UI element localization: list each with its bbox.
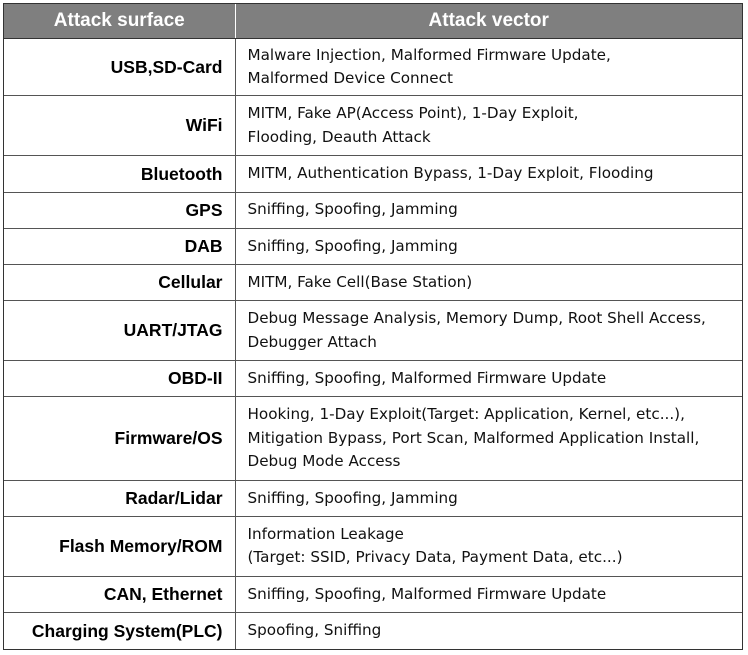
table-row xyxy=(4,228,742,264)
surface-cell: Radar/Lidar xyxy=(4,480,235,516)
table-row xyxy=(4,577,742,613)
surface-cell: GPS xyxy=(4,192,235,228)
table-header xyxy=(4,4,742,39)
vector-cell: MITM, Authentication Bypass, 1-Day Exploit, Flooding xyxy=(235,156,742,192)
surface-cell: Cellular xyxy=(4,264,235,300)
header-row xyxy=(4,4,742,39)
vector-cell: Information Leakage (Target: SSID, Privacy Data, Payment Data, etc...) xyxy=(235,516,742,576)
vector-cell: Debug Message Analysis, Memory Dump, Root Shell Access, Debugger Attach xyxy=(235,301,742,361)
table-row xyxy=(4,264,742,300)
vector-cell: MITM, Fake AP(Access Point), 1-Day Exploit, Flooding, Deauth Attack xyxy=(235,96,742,156)
vector-cell: Sniffing, Spoofing, Malformed Firmware Update xyxy=(235,577,742,613)
table-row xyxy=(4,156,742,192)
vector-cell: Malware Injection, Malformed Firmware Update, Malformed Device Connect xyxy=(235,39,742,96)
surface-cell: Bluetooth xyxy=(4,156,235,192)
surface-cell: Firmware/OS xyxy=(4,397,235,480)
surface-cell: WiFi xyxy=(4,96,235,156)
table-row xyxy=(4,516,742,576)
table-row xyxy=(4,480,742,516)
table-row xyxy=(4,361,742,397)
vector-cell: Sniffing, Spoofing, Malformed Firmware Update xyxy=(235,361,742,397)
surface-cell: Flash Memory/ROM xyxy=(4,516,235,576)
vector-cell: MITM, Fake Cell(Base Station) xyxy=(235,264,742,300)
header-attack-vector: Attack vector xyxy=(235,4,742,39)
table-row xyxy=(4,192,742,228)
vector-cell: Spoofing, Sniffing xyxy=(235,613,742,649)
table-body xyxy=(4,39,742,650)
surface-cell: DAB xyxy=(4,228,235,264)
header-attack-surface: Attack surface xyxy=(4,4,235,39)
table-row xyxy=(4,301,742,361)
vector-cell: Hooking, 1-Day Exploit(Target: Application, Kernel, etc...), Mitigation Bypass, Port Scan, Malformed Application Install, Debug Mode Access xyxy=(235,397,742,480)
table-row xyxy=(4,613,742,649)
surface-cell: Charging System(PLC) xyxy=(4,613,235,649)
surface-cell: CAN, Ethernet xyxy=(4,577,235,613)
table-row xyxy=(4,397,742,480)
surface-cell: USB,SD-Card xyxy=(4,39,235,96)
vector-cell: Sniffing, Spoofing, Jamming xyxy=(235,228,742,264)
vector-cell: Sniffing, Spoofing, Jamming xyxy=(235,480,742,516)
table-row xyxy=(4,96,742,156)
table xyxy=(4,4,742,649)
surface-cell: UART/JTAG xyxy=(4,301,235,361)
surface-cell: OBD-II xyxy=(4,361,235,397)
table-row xyxy=(4,39,742,96)
vector-cell: Sniffing, Spoofing, Jamming xyxy=(235,192,742,228)
attack-surface-table xyxy=(3,3,743,650)
